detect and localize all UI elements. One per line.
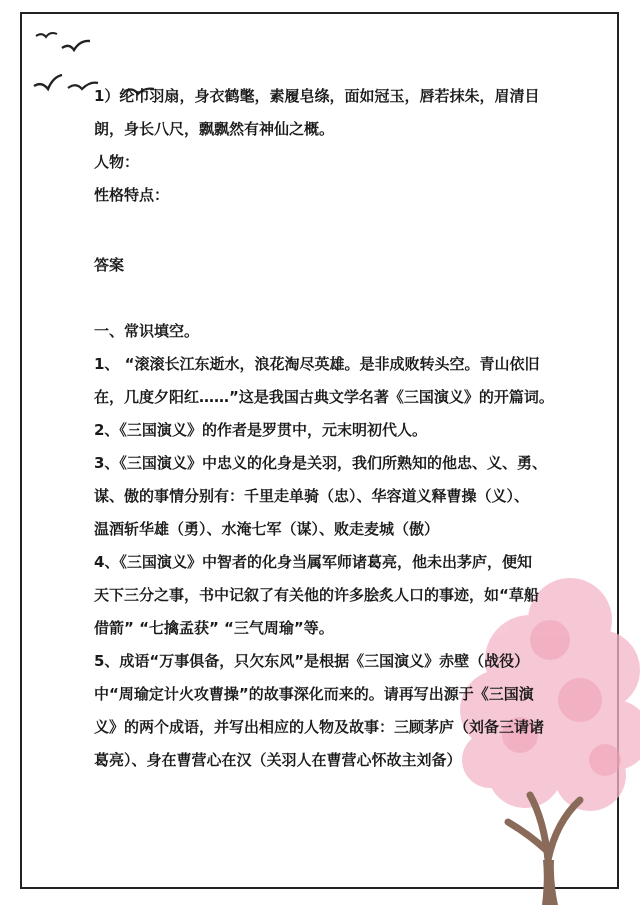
- bird-icon: [36, 33, 57, 37]
- answer-line: 借箭” “七擒孟获” “三气周瑜”等。: [94, 619, 334, 637]
- answer-line: 谋、傲的事情分别有：千里走单骑（忠）、华容道义释曹操（义）、: [94, 487, 530, 505]
- answer-line: 葛亮）、身在曹营心在汉（关羽人在曹营心怀故主刘备）: [94, 751, 462, 769]
- answer-item-5: [94, 645, 554, 777]
- answer-item-1: [94, 348, 554, 414]
- answer-line: 在，几度夕阳红……”这是我国古典文学名著《三国演义》的开篇词。: [94, 388, 554, 406]
- bird-icon: [62, 41, 90, 50]
- answer-line: 3、《三国演义》中忠义的化身是关羽，我们所熟知的他忠、义、勇、: [94, 454, 547, 472]
- answer-line: 4、《三国演义》中智者的化身当属军师诸葛亮，他未出茅庐，便知: [94, 553, 532, 571]
- answer-line: 天下三分之事，书中记叙了有关他的许多脍炙人口的事迹，如“草船: [94, 586, 539, 604]
- answer-item-3: [94, 447, 554, 546]
- question-1: [94, 80, 554, 146]
- section-title: 一、常识填空。: [94, 322, 200, 340]
- answer-line: 温酒斩华雄（勇）、水淹七军（谋）、败走麦城（傲）: [94, 520, 440, 538]
- answer-line: 中“周瑜定计火攻曹操”的故事深化而来的。请再写出源于《三国演: [94, 685, 534, 703]
- answer-line: 2、《三国演义》的作者是罗贯中，元末明初代人。: [94, 421, 427, 439]
- person-label: 人物：: [94, 153, 140, 171]
- document-body: [94, 80, 554, 777]
- trait-label: 性格特点：: [94, 186, 170, 204]
- answer-line: 义》的两个成语，并写出相应的人物及故事：三顾茅庐（刘备三请诸: [94, 718, 545, 736]
- answer-item-2: [94, 414, 554, 447]
- question-1-line: 1）纶巾羽扇，身衣鹤氅，素履皂绦，面如冠玉，唇若抹朱，眉清目: [94, 87, 540, 105]
- answer-line: 5、成语“万事俱备，只欠东风”是根据《三国演义》赤壁（战役）: [94, 652, 530, 670]
- answer-item-4: [94, 546, 554, 645]
- bird-icon: [34, 75, 62, 89]
- answer-line: 1、 “滚滚长江东逝水，浪花淘尽英雄。是非成败转头空。青山依旧: [94, 355, 540, 373]
- answer-heading: 答案: [94, 256, 125, 274]
- question-1-line: 朗，身长八尺，飘飘然有神仙之概。: [94, 120, 335, 138]
